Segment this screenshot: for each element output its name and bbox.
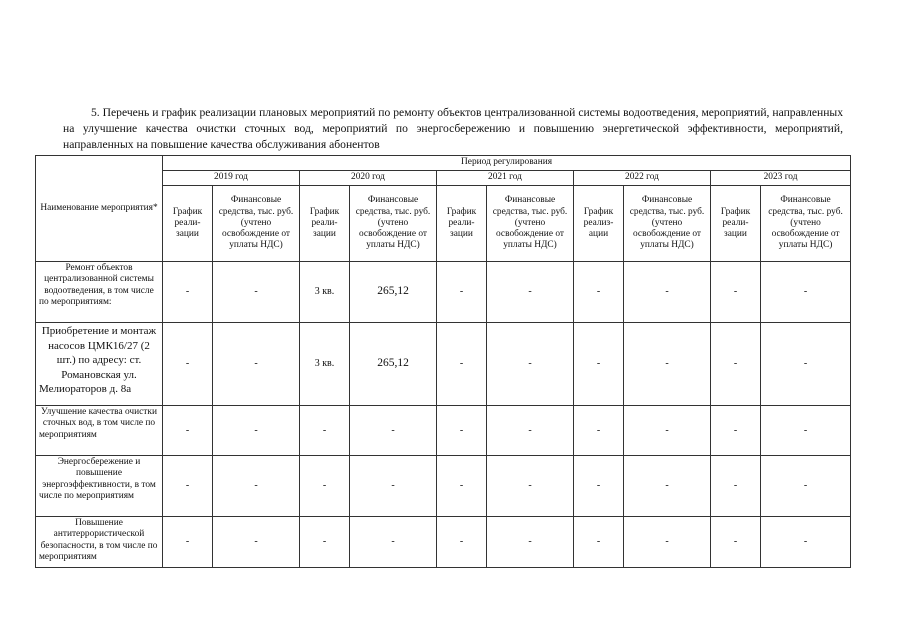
cell: - <box>624 323 711 406</box>
cell: - <box>574 262 624 323</box>
cell: - <box>487 323 574 406</box>
cell: - <box>437 262 487 323</box>
cell: - <box>163 517 213 568</box>
row-name: Ремонт объектов централизованной системы водоотведения, в том числе по мероприятиям: <box>36 262 163 323</box>
cell: - <box>574 517 624 568</box>
table-row <box>36 456 851 517</box>
cell: - <box>213 456 300 517</box>
year-header: 2022 год <box>574 171 711 186</box>
year-header: 2020 год <box>300 171 437 186</box>
cell: - <box>761 406 851 456</box>
year-header: 2019 год <box>163 171 300 186</box>
row-name: Улучшение качества очистки сточных вод, в том числе по мероприятиям <box>36 406 163 456</box>
cell: - <box>163 456 213 517</box>
cell: - <box>487 406 574 456</box>
cell: 265,12 <box>350 262 437 323</box>
cell: - <box>624 517 711 568</box>
cell: - <box>163 262 213 323</box>
cell: - <box>350 517 437 568</box>
row-name: Приобретение и монтаж насосов ЦМК16/27 (2 шт.) по адресу: ст. Романовская ул. Мелиораторов д. 8а <box>36 323 163 406</box>
table-row <box>36 406 851 456</box>
cell: - <box>213 323 300 406</box>
table-row <box>36 517 851 568</box>
cell: - <box>574 406 624 456</box>
cell: - <box>300 517 350 568</box>
cell: - <box>487 517 574 568</box>
cell: - <box>711 323 761 406</box>
cell: - <box>213 262 300 323</box>
schedule-header: График реали-зации <box>300 186 350 262</box>
cell: - <box>437 406 487 456</box>
cell: - <box>574 323 624 406</box>
schedule-header: График реали-зации <box>711 186 761 262</box>
period-header: Период регулирования <box>163 156 851 171</box>
schedule-header: График реали-зации <box>437 186 487 262</box>
table-row <box>36 323 851 406</box>
cell: - <box>711 262 761 323</box>
cell: - <box>437 456 487 517</box>
row-name: Повышение антитеррористической безопасности, в том числе по мероприятиям <box>36 517 163 568</box>
table-row <box>36 262 851 323</box>
finance-header: Финансовые средства, тыс. руб. (учтено освобождение от уплаты НДС) <box>624 186 711 262</box>
cell: - <box>624 406 711 456</box>
finance-header: Финансовые средства, тыс. руб. (учтено освобождение от уплаты НДС) <box>487 186 574 262</box>
cell: 3 кв. <box>300 262 350 323</box>
cell: - <box>437 323 487 406</box>
cell: - <box>487 456 574 517</box>
schedule-header: График реализ-ации <box>574 186 624 262</box>
name-column-header: Наименование мероприятия* <box>36 156 163 262</box>
cell: - <box>163 323 213 406</box>
plan-table <box>35 155 851 568</box>
year-header: 2021 год <box>437 171 574 186</box>
cell: 3 кв. <box>300 323 350 406</box>
cell: - <box>574 456 624 517</box>
cell: - <box>711 517 761 568</box>
schedule-header: График реали-зации <box>163 186 213 262</box>
cell: - <box>761 456 851 517</box>
row-name: Энергосбережение и повышение энергоэффективности, в том числе по мероприятиям <box>36 456 163 517</box>
cell: - <box>711 456 761 517</box>
finance-header: Финансовые средства, тыс. руб. (учтено освобождение от уплаты НДС) <box>350 186 437 262</box>
cell: - <box>300 456 350 517</box>
cell: - <box>761 323 851 406</box>
cell: - <box>350 456 437 517</box>
cell: - <box>213 517 300 568</box>
finance-header: Финансовые средства, тыс. руб. (учтено освобождение от уплаты НДС) <box>761 186 851 262</box>
cell: - <box>487 262 574 323</box>
cell: - <box>761 262 851 323</box>
cell: - <box>437 517 487 568</box>
cell: - <box>711 406 761 456</box>
section-heading: 5. Перечень и график реализации плановых мероприятий по ремонту объектов централизованной системы водоотведения, мероприятий, направленных на улучшение качества очистки сточных вод, мероприятий по энергосбережению и повышению энергетической эффективности, мероприятий, направленных на повышение качества обслуживания абонентов <box>63 105 843 151</box>
cell: - <box>213 406 300 456</box>
cell: - <box>350 406 437 456</box>
cell: - <box>624 262 711 323</box>
cell: - <box>624 456 711 517</box>
cell: - <box>300 406 350 456</box>
cell: - <box>761 517 851 568</box>
finance-header: Финансовые средства, тыс. руб. (учтено освобождение от уплаты НДС) <box>213 186 300 262</box>
cell: - <box>163 406 213 456</box>
year-header: 2023 год <box>711 171 851 186</box>
cell: 265,12 <box>350 323 437 406</box>
